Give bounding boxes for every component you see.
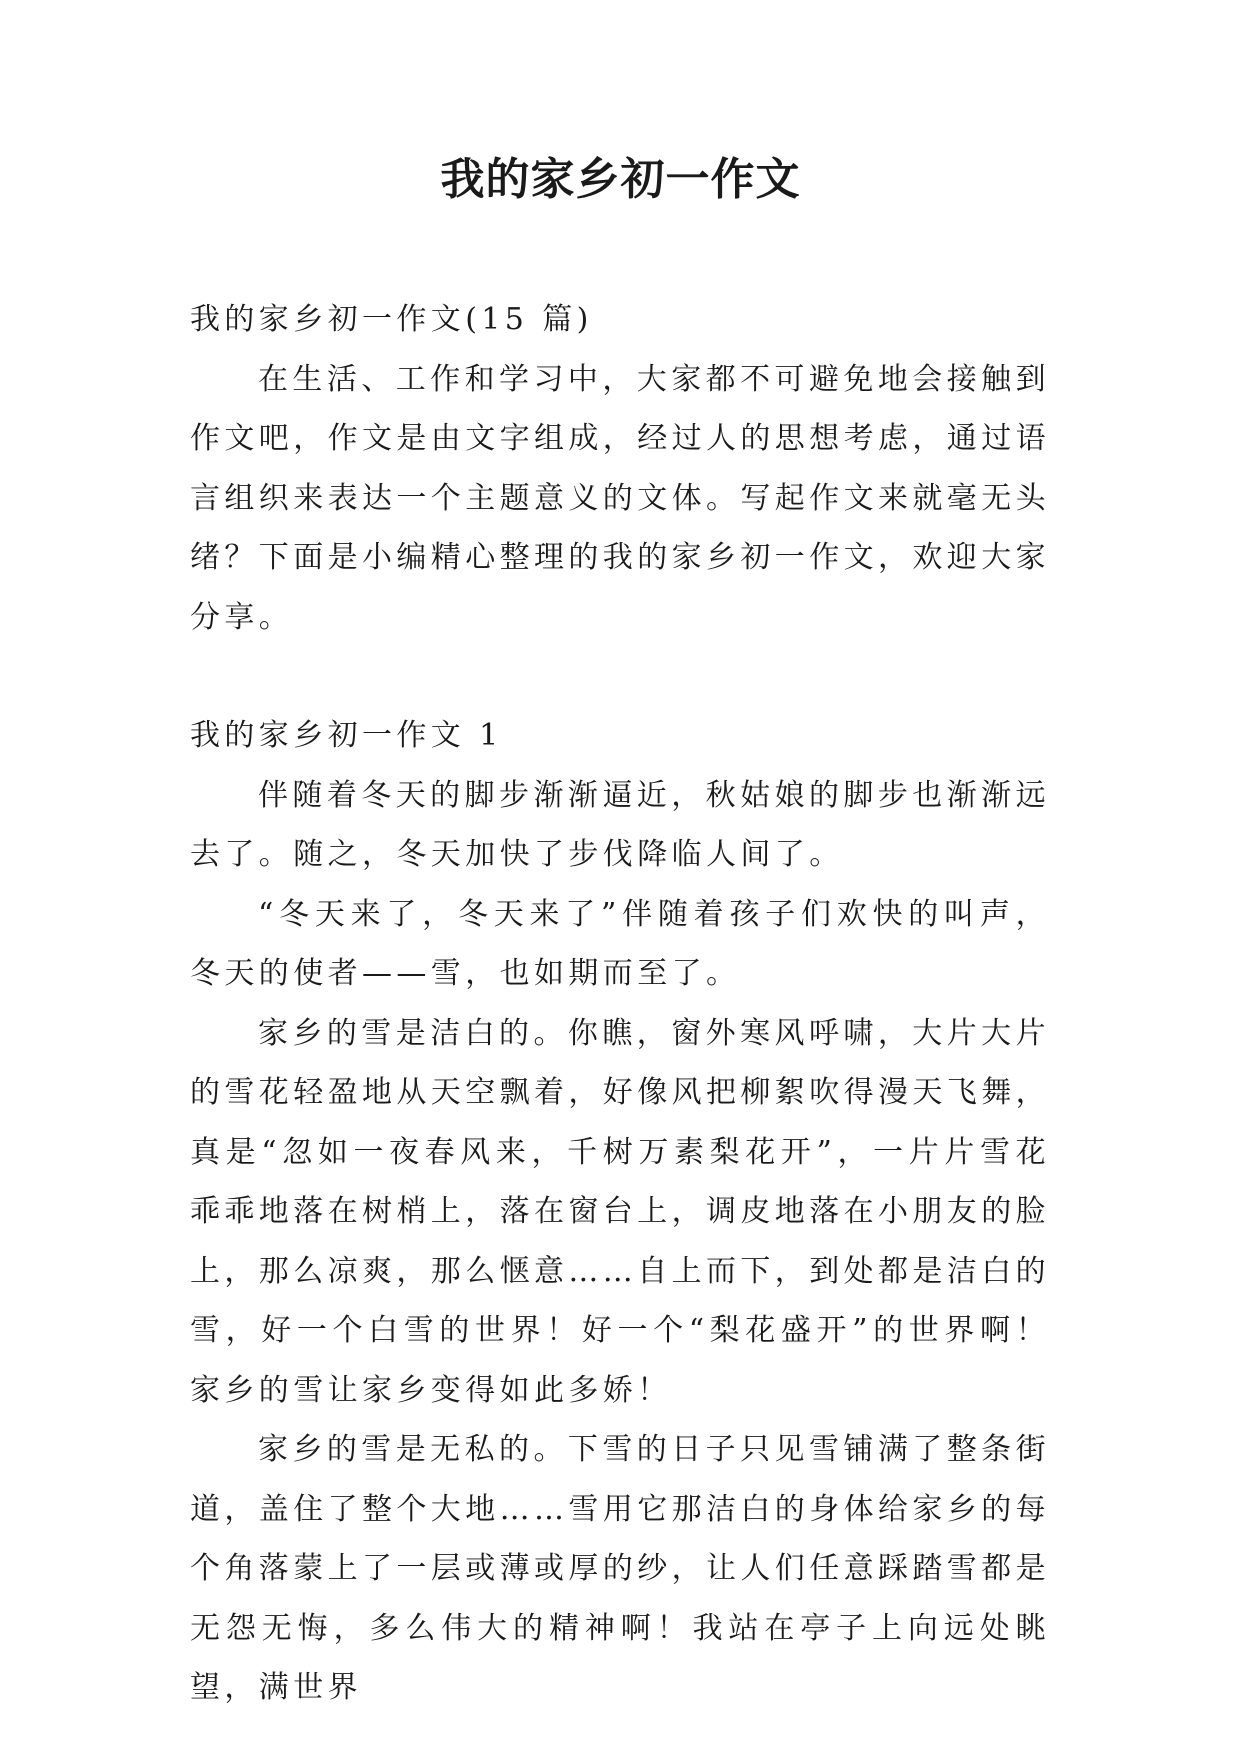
intro-paragraph: 在生活、工作和学习中，大家都不可避免地会接触到作文吧，作文是由文字组成，经过人的思想考虑，通过语言组织来表达一个主题意义的文体。写起作文来就毫无头绪？下面是小编精心整理的我的家乡初一作文，欢迎大家分享。 — [190, 361, 1050, 635]
section-heading: 我的家乡初一作文 1 — [190, 718, 503, 753]
document-title: 我的家乡初一作文 — [440, 154, 801, 205]
document-body — [190, 290, 1050, 1718]
essay-paragraph-2: “冬天来了，冬天来了”伴随着孩子们欢快的叫声，冬天的使者——雪，也如期而至了。 — [190, 896, 1050, 991]
essay-paragraph-1: 伴随着冬天的脚步渐渐逼近，秋姑娘的脚步也渐渐远去了。随之，冬天加快了步伐降临人间了。 — [190, 777, 1050, 872]
document-subtitle: 我的家乡初一作文(15 篇) — [190, 302, 593, 337]
essay-paragraph-3: 家乡的雪是洁白的。你瞧，窗外寒风呼啸，大片大片的雪花轻盈地从天空飘着，好像风把柳絮吹得漫天飞舞，真是“忽如一夜春风来，千树万素梨花开”，一片片雪花乖乖地落在树梢上，落在窗台上，调皮地落在小朋友的脸上，那么凉爽，那么惬意……自上而下，到处都是洁白的雪，好一个白雪的世界！好一个“梨花盛开”的世界啊！家乡的雪让家乡变得如此多娇！ — [190, 1015, 1050, 1408]
section-spacer — [190, 647, 1050, 706]
essay-paragraph-4: 家乡的雪是无私的。下雪的日子只见雪铺满了整条街道，盖住了整个大地……雪用它那洁白的身体给家乡的每个角落蒙上了一层或薄或厚的纱，让人们任意踩踏雪都是无怨无悔，多么伟大的精神啊！我站在亭子上向远处眺望，满世界 — [190, 1432, 1050, 1705]
